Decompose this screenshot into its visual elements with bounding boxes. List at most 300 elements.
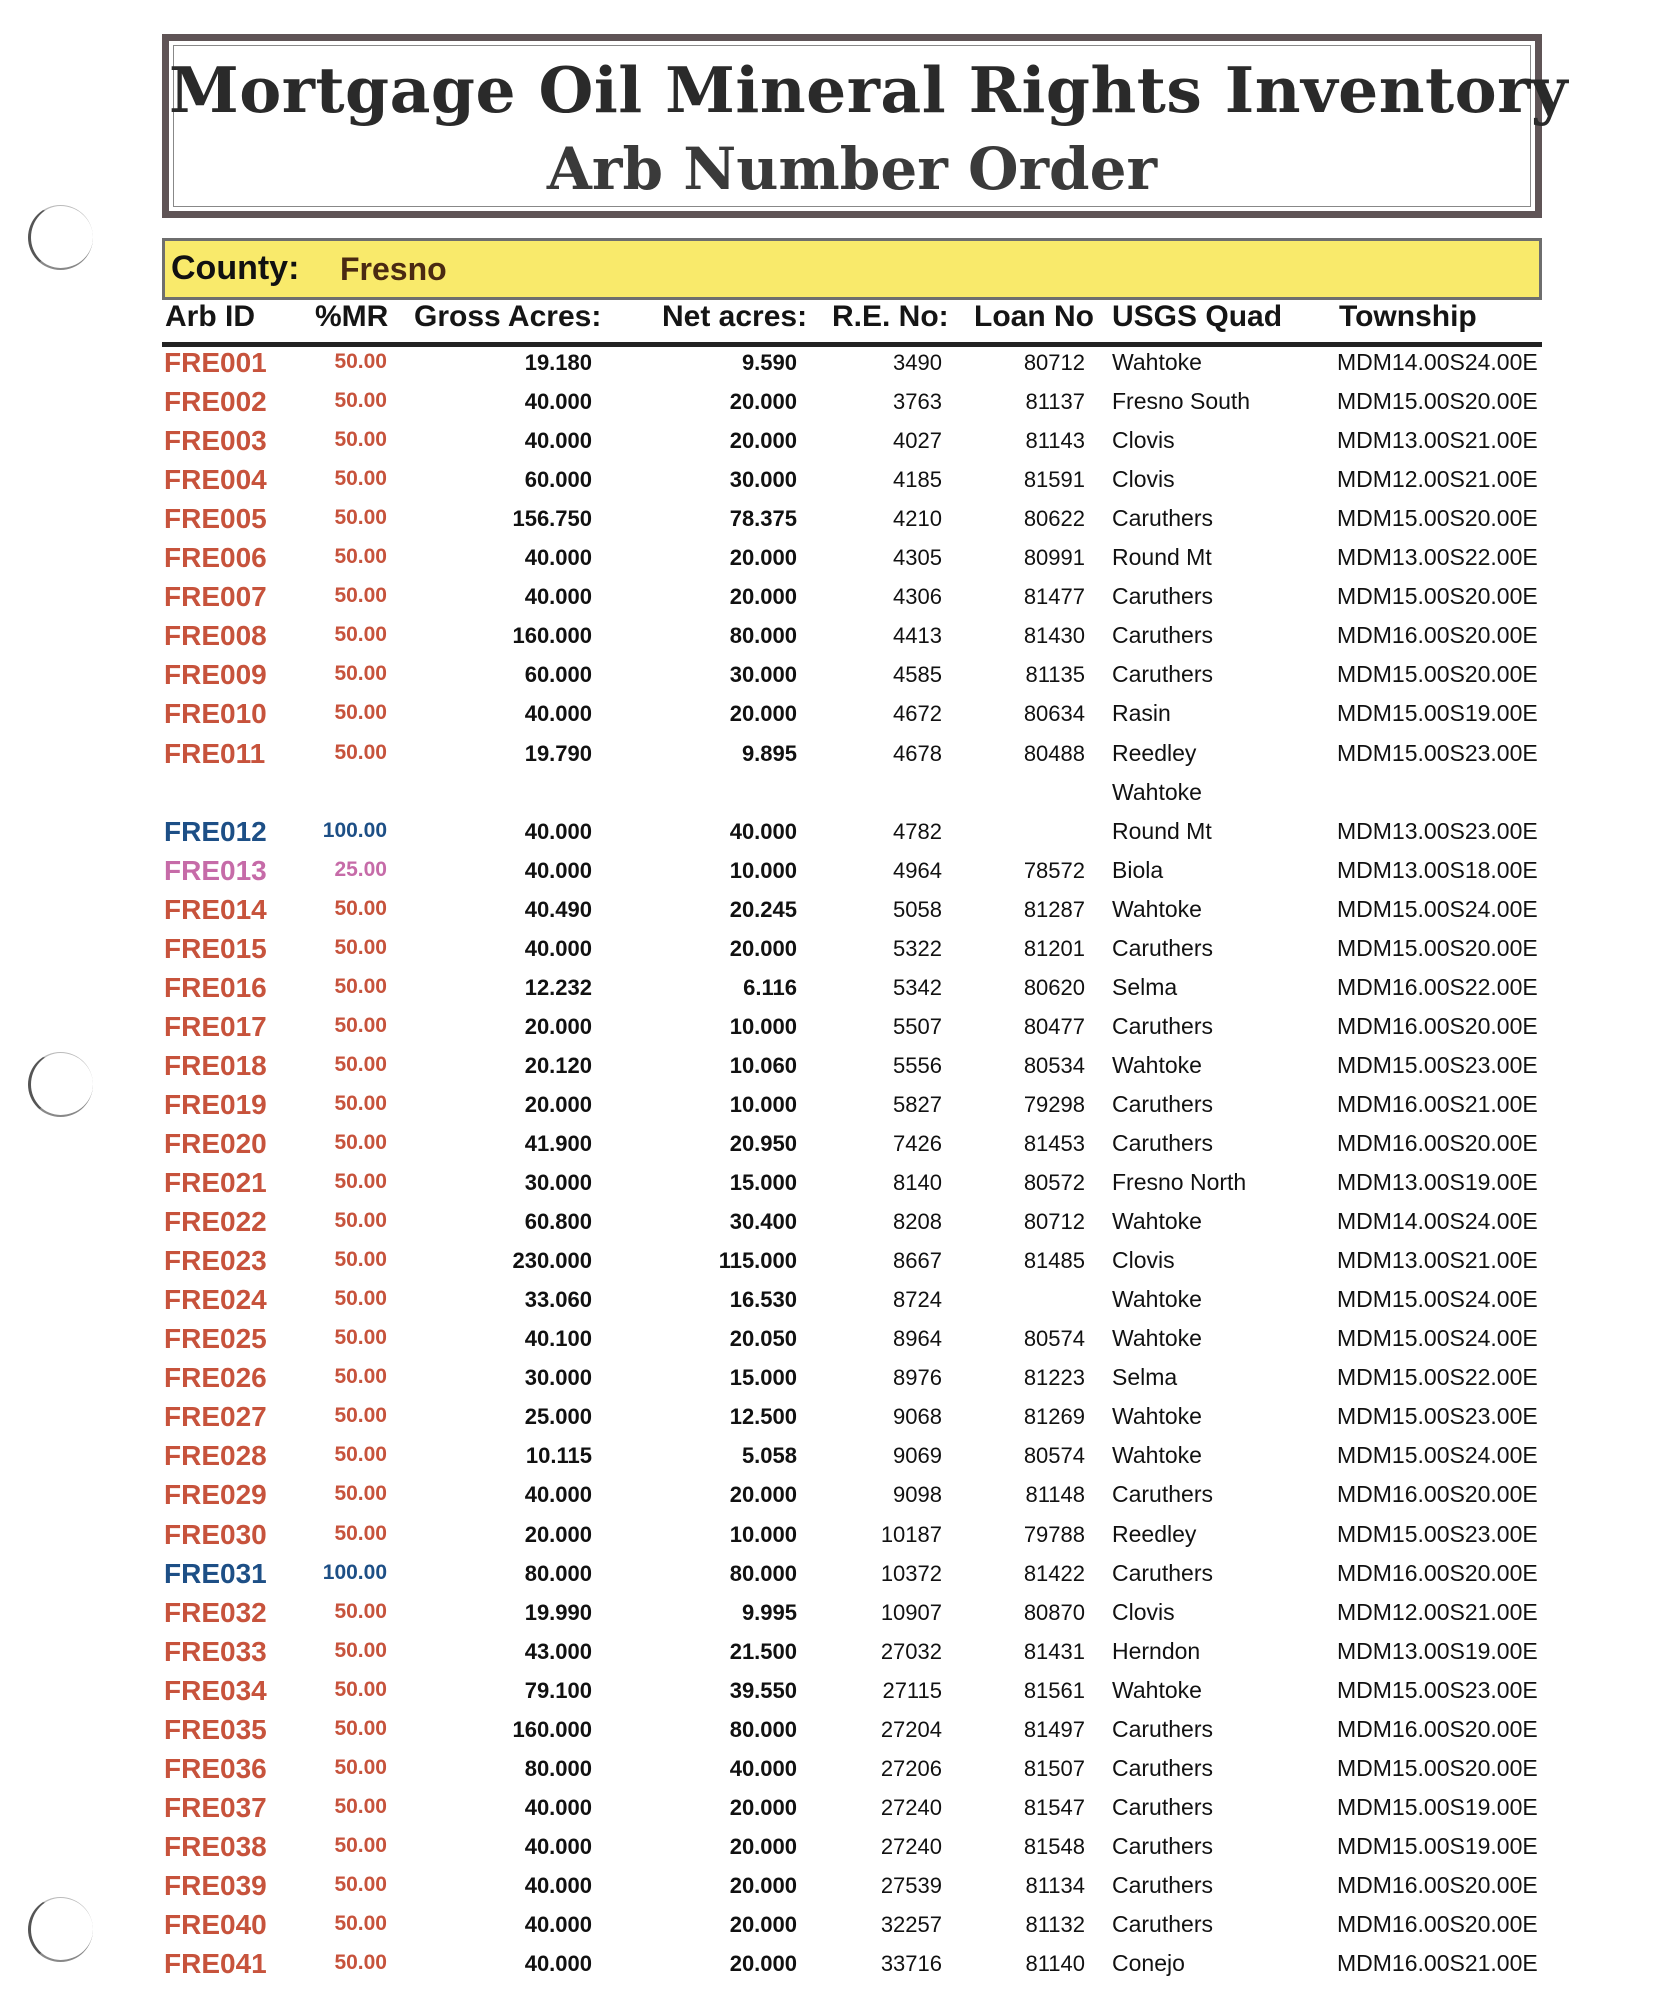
header-township: Township bbox=[1339, 300, 1477, 333]
table-row bbox=[0, 855, 1664, 894]
gross-acres-cell: 43.000 bbox=[524, 1638, 592, 1664]
header-gross-acres: Gross Acres: bbox=[414, 300, 602, 333]
arb-id-cell: FRE024 bbox=[164, 1284, 267, 1316]
table-row bbox=[0, 894, 1664, 933]
usgs-quad-cell: Rasin bbox=[1112, 700, 1171, 727]
table-row bbox=[0, 1519, 1664, 1558]
table-row bbox=[0, 1909, 1664, 1948]
gross-acres-cell: 40.000 bbox=[524, 701, 592, 727]
usgs-quad-cell: Caruthers bbox=[1112, 1481, 1213, 1508]
usgs-quad-cell: Wahtoke bbox=[1112, 1442, 1202, 1469]
re-no-cell: 4678 bbox=[893, 740, 942, 766]
net-acres-cell: 20.000 bbox=[729, 545, 797, 571]
arb-id-cell: FRE028 bbox=[164, 1440, 267, 1472]
net-acres-cell: 15.000 bbox=[729, 1170, 797, 1196]
mr-cell: 50.00 bbox=[334, 350, 387, 373]
re-no-cell: 4413 bbox=[893, 623, 942, 649]
table-row bbox=[0, 698, 1664, 737]
re-no-cell: 33716 bbox=[880, 1951, 942, 1977]
re-no-cell: 27240 bbox=[880, 1794, 942, 1820]
table-row bbox=[0, 1948, 1664, 1987]
net-acres-cell: 40.000 bbox=[729, 1755, 797, 1781]
usgs-quad-cell: Caruthers bbox=[1112, 1559, 1213, 1586]
arb-id-cell: FRE036 bbox=[164, 1752, 267, 1784]
gross-acres-cell: 12.232 bbox=[524, 974, 592, 1000]
net-acres-cell: 16.530 bbox=[729, 1287, 797, 1313]
net-acres-cell: 10.000 bbox=[729, 1521, 797, 1547]
township-cell: MDM13.00S21.00E bbox=[1337, 1247, 1538, 1274]
usgs-quad-cell: Wahtoke bbox=[1112, 1208, 1202, 1235]
table-row bbox=[0, 1401, 1664, 1440]
loan-no-cell: 81497 bbox=[1023, 1716, 1085, 1742]
gross-acres-cell: 160.000 bbox=[512, 1716, 592, 1742]
table-row bbox=[0, 542, 1664, 581]
usgs-quad-cell: Caruthers bbox=[1112, 1911, 1213, 1937]
net-acres-cell: 30.000 bbox=[729, 467, 797, 493]
re-no-cell: 4185 bbox=[893, 467, 942, 493]
mr-cell: 50.00 bbox=[334, 1209, 387, 1233]
table-row bbox=[0, 464, 1664, 503]
township-cell: MDM15.00S23.00E bbox=[1337, 739, 1538, 766]
mr-cell: 50.00 bbox=[334, 1638, 387, 1662]
table-row bbox=[0, 581, 1664, 620]
table-row bbox=[0, 386, 1664, 425]
net-acres-cell: 15.000 bbox=[729, 1365, 797, 1391]
usgs-quad-cell: Caruthers bbox=[1112, 1754, 1213, 1781]
mr-cell: 50.00 bbox=[334, 506, 387, 530]
re-no-cell: 27539 bbox=[880, 1872, 942, 1898]
gross-acres-cell: 79.100 bbox=[524, 1677, 592, 1703]
usgs-quad-cell: Clovis bbox=[1112, 1598, 1175, 1625]
mr-cell: 50.00 bbox=[334, 1170, 387, 1194]
net-acres-cell: 20.000 bbox=[729, 1482, 797, 1508]
net-acres-cell: 9.590 bbox=[741, 350, 797, 375]
usgs-quad-cell: Caruthers bbox=[1112, 622, 1213, 649]
table-row bbox=[0, 1206, 1664, 1245]
arb-id-cell: FRE008 bbox=[164, 620, 267, 652]
gross-acres-cell: 20.000 bbox=[524, 1013, 592, 1039]
township-cell: MDM16.00S20.00E bbox=[1337, 1911, 1538, 1937]
mr-cell: 50.00 bbox=[334, 1326, 387, 1350]
re-no-cell: 10907 bbox=[880, 1599, 942, 1625]
mr-cell: 50.00 bbox=[334, 1872, 387, 1896]
township-cell: MDM12.00S21.00E bbox=[1337, 1598, 1538, 1625]
net-acres-cell: 10.000 bbox=[729, 857, 797, 883]
re-no-cell: 9098 bbox=[893, 1482, 942, 1508]
loan-no-cell: 81223 bbox=[1023, 1365, 1085, 1391]
usgs-quad-cell: Wahtoke bbox=[1112, 895, 1202, 922]
arb-id-cell: FRE002 bbox=[164, 386, 267, 418]
loan-no-cell: 81507 bbox=[1023, 1755, 1085, 1781]
township-cell: MDM13.00S19.00E bbox=[1337, 1637, 1538, 1664]
loan-no-cell: 81548 bbox=[1023, 1833, 1085, 1859]
table-row bbox=[0, 1558, 1664, 1597]
re-no-cell: 27206 bbox=[880, 1755, 942, 1781]
usgs-quad-cell: Caruthers bbox=[1112, 661, 1213, 688]
arb-id-cell: FRE014 bbox=[164, 893, 267, 925]
loan-no-cell: 81269 bbox=[1023, 1404, 1085, 1430]
usgs-quad-cell: Fresno South bbox=[1112, 388, 1251, 415]
mr-cell: 50.00 bbox=[334, 740, 387, 764]
table-row bbox=[0, 972, 1664, 1011]
usgs-quad-cell: Clovis bbox=[1112, 466, 1175, 493]
mr-cell: 50.00 bbox=[334, 662, 387, 686]
arb-id-cell: FRE012 bbox=[164, 815, 267, 847]
mr-cell: 100.00 bbox=[322, 818, 387, 842]
net-acres-cell: 9.895 bbox=[741, 740, 797, 766]
re-no-cell: 10372 bbox=[880, 1560, 942, 1586]
net-acres-cell: 78.375 bbox=[729, 506, 797, 532]
loan-no-cell: 80991 bbox=[1023, 545, 1085, 571]
gross-acres-cell: 40.100 bbox=[524, 1326, 592, 1352]
usgs-quad-cell: Caruthers bbox=[1112, 1832, 1213, 1859]
usgs-quad-cell: Reedley bbox=[1112, 739, 1197, 766]
table-row bbox=[0, 1323, 1664, 1362]
re-no-cell: 3490 bbox=[893, 350, 942, 375]
net-acres-cell: 20.000 bbox=[729, 1833, 797, 1859]
gross-acres-cell: 40.000 bbox=[524, 389, 592, 415]
county-label: County: bbox=[171, 249, 300, 287]
gross-acres-cell: 41.900 bbox=[524, 1131, 592, 1156]
arb-id-cell: FRE017 bbox=[164, 1010, 267, 1042]
table-row bbox=[0, 933, 1664, 972]
re-no-cell: 9069 bbox=[893, 1443, 942, 1469]
township-cell: MDM16.00S20.00E bbox=[1337, 1481, 1538, 1508]
header-loan-no: Loan No bbox=[974, 300, 1094, 333]
table-row bbox=[0, 1597, 1664, 1636]
gross-acres-cell: 230.000 bbox=[512, 1248, 592, 1274]
net-acres-cell: 30.400 bbox=[729, 1209, 797, 1235]
township-cell: MDM16.00S20.00E bbox=[1337, 1715, 1538, 1742]
gross-acres-cell: 40.000 bbox=[524, 818, 592, 844]
net-acres-cell: 21.500 bbox=[729, 1638, 797, 1664]
gross-acres-cell: 40.000 bbox=[524, 1912, 592, 1937]
header-mr: %MR bbox=[315, 300, 389, 333]
net-acres-cell: 80.000 bbox=[729, 1716, 797, 1742]
usgs-quad-cell: Conejo bbox=[1112, 1950, 1185, 1977]
arb-id-cell: FRE030 bbox=[164, 1518, 267, 1550]
township-cell: MDM13.00S22.00E bbox=[1337, 544, 1538, 571]
net-acres-cell: 12.500 bbox=[729, 1404, 797, 1430]
township-cell: MDM13.00S18.00E bbox=[1337, 856, 1538, 883]
arb-id-cell: FRE041 bbox=[164, 1948, 267, 1980]
header-re-no: R.E. No: bbox=[832, 300, 949, 333]
gross-acres-cell: 40.000 bbox=[524, 1794, 592, 1820]
table-row bbox=[0, 1284, 1664, 1323]
gross-acres-cell: 60.800 bbox=[524, 1209, 592, 1235]
net-acres-cell: 20.000 bbox=[729, 1951, 797, 1977]
loan-no-cell: 78572 bbox=[1023, 857, 1085, 883]
loan-no-cell: 81591 bbox=[1023, 467, 1085, 493]
arb-id-cell: FRE031 bbox=[164, 1557, 267, 1589]
net-acres-cell: 30.000 bbox=[729, 662, 797, 688]
arb-id-cell: FRE027 bbox=[164, 1401, 267, 1433]
document-title: Mortgage Oil Mineral Rights Inventory bbox=[169, 53, 1568, 127]
loan-no-cell: 80574 bbox=[1023, 1443, 1085, 1469]
table-row bbox=[0, 1089, 1664, 1128]
net-acres-cell: 80.000 bbox=[729, 1560, 797, 1586]
net-acres-cell: 10.000 bbox=[729, 1013, 797, 1039]
mr-cell: 50.00 bbox=[334, 1521, 387, 1545]
gross-acres-cell: 40.000 bbox=[524, 1951, 592, 1977]
re-no-cell: 27115 bbox=[882, 1677, 942, 1703]
arb-id-cell: FRE032 bbox=[164, 1596, 267, 1628]
net-acres-cell: 6.116 bbox=[743, 974, 797, 1000]
re-no-cell: 8724 bbox=[893, 1287, 942, 1313]
township-cell: MDM12.00S21.00E bbox=[1337, 466, 1538, 493]
loan-no-cell: 81422 bbox=[1023, 1560, 1085, 1586]
gross-acres-cell: 33.060 bbox=[524, 1287, 592, 1313]
mr-cell: 50.00 bbox=[334, 467, 387, 491]
mr-cell: 50.00 bbox=[334, 1052, 387, 1076]
header-net-acres: Net acres: bbox=[662, 300, 808, 333]
mr-cell: 50.00 bbox=[334, 1365, 387, 1389]
loan-no-cell: 80870 bbox=[1023, 1599, 1085, 1625]
gross-acres-cell: 25.000 bbox=[524, 1404, 592, 1430]
arb-id-cell: FRE015 bbox=[164, 932, 267, 964]
township-cell: MDM15.00S20.00E bbox=[1337, 1754, 1538, 1781]
township-cell: MDM15.00S20.00E bbox=[1337, 661, 1538, 688]
usgs-quad-cell: Caruthers bbox=[1112, 1012, 1213, 1039]
arb-id-cell: FRE006 bbox=[164, 542, 267, 574]
table-row bbox=[0, 816, 1664, 855]
mr-cell: 50.00 bbox=[334, 584, 387, 608]
usgs-quad-cell: Wahtoke bbox=[1112, 1676, 1202, 1703]
re-no-cell: 8140 bbox=[893, 1170, 942, 1196]
mr-cell: 50.00 bbox=[334, 896, 387, 920]
arb-id-cell: FRE003 bbox=[164, 425, 267, 457]
township-cell: MDM16.00S22.00E bbox=[1337, 973, 1538, 1000]
net-acres-cell: 20.245 bbox=[729, 896, 797, 922]
gross-acres-cell: 40.000 bbox=[524, 935, 592, 961]
net-acres-cell: 20.000 bbox=[729, 935, 797, 961]
township-cell: MDM15.00S24.00E bbox=[1337, 1286, 1538, 1313]
usgs-quad-cell: Wahtoke bbox=[1112, 1051, 1202, 1078]
re-no-cell: 27032 bbox=[880, 1638, 942, 1664]
arb-id-cell: FRE034 bbox=[164, 1674, 267, 1706]
township-cell: MDM15.00S20.00E bbox=[1337, 505, 1538, 532]
mr-cell: 50.00 bbox=[334, 1599, 387, 1623]
township-cell: MDM15.00S20.00E bbox=[1337, 388, 1538, 415]
loan-no-cell: 81547 bbox=[1023, 1794, 1085, 1820]
township-cell: MDM15.00S20.00E bbox=[1337, 934, 1538, 961]
arb-id-cell: FRE001 bbox=[164, 347, 267, 378]
net-acres-cell: 20.000 bbox=[729, 701, 797, 727]
table-row bbox=[0, 425, 1664, 464]
arb-id-cell: FRE010 bbox=[164, 698, 267, 730]
usgs-quad-cell: Herndon bbox=[1112, 1637, 1201, 1664]
usgs-quad-cell: Biola bbox=[1112, 856, 1164, 883]
net-acres-cell: 20.050 bbox=[729, 1326, 797, 1352]
table-row bbox=[0, 1831, 1664, 1870]
re-no-cell: 4782 bbox=[893, 818, 942, 844]
table-row bbox=[0, 1636, 1664, 1675]
loan-no-cell: 80620 bbox=[1023, 974, 1085, 1000]
mr-cell: 50.00 bbox=[334, 1833, 387, 1857]
table-row bbox=[0, 1167, 1664, 1206]
loan-no-cell: 80622 bbox=[1023, 506, 1085, 532]
arb-id-cell: FRE022 bbox=[164, 1206, 267, 1238]
gross-acres-cell: 19.990 bbox=[524, 1599, 592, 1625]
township-cell: MDM16.00S21.00E bbox=[1337, 1090, 1538, 1117]
usgs-quad-cell: Wahtoke bbox=[1112, 1325, 1202, 1352]
usgs-quad-cell: Caruthers bbox=[1112, 583, 1213, 610]
re-no-cell: 8964 bbox=[893, 1326, 942, 1352]
arb-id-cell: FRE018 bbox=[164, 1049, 267, 1081]
re-no-cell: 5556 bbox=[893, 1052, 942, 1078]
re-no-cell: 27240 bbox=[880, 1833, 942, 1859]
re-no-cell: 7426 bbox=[893, 1131, 942, 1156]
mr-cell: 50.00 bbox=[334, 1794, 387, 1818]
gross-acres-cell: 40.000 bbox=[524, 584, 592, 610]
arb-id-cell: FRE033 bbox=[164, 1635, 267, 1667]
net-acres-cell: 9.995 bbox=[741, 1599, 797, 1625]
usgs-quad-cell: Wahtoke bbox=[1112, 349, 1202, 375]
loan-no-cell: 80712 bbox=[1023, 350, 1085, 375]
mr-cell: 50.00 bbox=[334, 1716, 387, 1740]
usgs-quad-cell: Round Mt bbox=[1112, 544, 1212, 571]
township-cell: MDM16.00S20.00E bbox=[1337, 1871, 1538, 1898]
net-acres-cell: 115.000 bbox=[718, 1248, 797, 1274]
township-cell: MDM13.00S23.00E bbox=[1337, 817, 1538, 844]
loan-no-cell: 81148 bbox=[1025, 1482, 1085, 1508]
gross-acres-cell: 80.000 bbox=[524, 1560, 592, 1586]
loan-no-cell: 81132 bbox=[1025, 1912, 1085, 1937]
usgs-quad-cell: Caruthers bbox=[1112, 1715, 1213, 1742]
table-row bbox=[0, 659, 1664, 698]
loan-no-cell: 80534 bbox=[1023, 1052, 1085, 1078]
table-row bbox=[0, 1362, 1664, 1401]
gross-acres-cell: 40.000 bbox=[524, 857, 592, 883]
gross-acres-cell: 80.000 bbox=[524, 1755, 592, 1781]
gross-acres-cell: 40.000 bbox=[524, 1872, 592, 1898]
usgs-quad-cell: Round Mt bbox=[1112, 817, 1212, 844]
township-cell: MDM13.00S19.00E bbox=[1337, 1169, 1538, 1196]
usgs-quad-cell: Caruthers bbox=[1112, 1793, 1213, 1820]
table-row bbox=[0, 503, 1664, 542]
table-row bbox=[0, 1128, 1664, 1167]
mr-cell: 50.00 bbox=[334, 1677, 387, 1701]
re-no-cell: 4672 bbox=[893, 701, 942, 727]
arb-id-cell: FRE038 bbox=[164, 1830, 267, 1862]
loan-no-cell: 81431 bbox=[1023, 1638, 1085, 1664]
gross-acres-cell: 40.000 bbox=[524, 1482, 592, 1508]
township-cell: MDM16.00S20.00E bbox=[1337, 1559, 1538, 1586]
gross-acres-cell: 160.000 bbox=[512, 623, 592, 649]
township-cell: MDM16.00S21.00E bbox=[1337, 1950, 1538, 1977]
usgs-quad-cell: Caruthers bbox=[1112, 505, 1213, 532]
gross-acres-cell: 40.000 bbox=[524, 545, 592, 571]
table-row bbox=[0, 1675, 1664, 1714]
loan-no-cell: 80488 bbox=[1023, 740, 1085, 766]
net-acres-cell: 20.000 bbox=[729, 1872, 797, 1898]
usgs-quad-cell: Caruthers bbox=[1112, 1130, 1213, 1156]
re-no-cell: 8976 bbox=[893, 1365, 942, 1391]
mr-cell: 50.00 bbox=[334, 1091, 387, 1115]
net-acres-cell: 20.000 bbox=[729, 584, 797, 610]
usgs-quad-cell: Caruthers bbox=[1112, 1871, 1213, 1898]
gross-acres-cell: 20.000 bbox=[524, 1521, 592, 1547]
arb-id-cell: FRE004 bbox=[164, 464, 267, 496]
loan-no-cell: 80634 bbox=[1023, 701, 1085, 727]
mr-cell: 50.00 bbox=[334, 623, 387, 647]
loan-no-cell: 81287 bbox=[1023, 896, 1085, 922]
township-cell: MDM16.00S20.00E bbox=[1337, 1012, 1538, 1039]
re-no-cell: 4305 bbox=[893, 545, 942, 571]
re-no-cell: 5322 bbox=[893, 935, 942, 961]
township-cell: MDM15.00S19.00E bbox=[1337, 700, 1538, 727]
mr-cell: 50.00 bbox=[334, 428, 387, 452]
township-cell: MDM15.00S23.00E bbox=[1337, 1676, 1538, 1703]
re-no-cell: 9068 bbox=[893, 1404, 942, 1430]
table-row bbox=[0, 620, 1664, 659]
net-acres-cell: 20.000 bbox=[729, 389, 797, 415]
arb-id-cell: FRE029 bbox=[164, 1479, 267, 1511]
table-row bbox=[0, 1050, 1664, 1089]
net-acres-cell: 40.000 bbox=[729, 818, 797, 844]
re-no-cell: 4964 bbox=[893, 857, 942, 883]
arb-id-cell: FRE007 bbox=[164, 581, 267, 613]
arb-id-cell: FRE037 bbox=[164, 1791, 267, 1823]
arb-id-cell: FRE021 bbox=[164, 1167, 267, 1199]
mr-cell: 50.00 bbox=[334, 1912, 387, 1935]
header-arb-id: Arb ID bbox=[165, 300, 255, 333]
net-acres-cell: 20.000 bbox=[729, 428, 797, 454]
loan-no-cell: 81201 bbox=[1023, 935, 1085, 961]
net-acres-cell: 20.000 bbox=[729, 1794, 797, 1820]
gross-acres-cell: 19.180 bbox=[524, 350, 592, 375]
arb-id-cell: FRE019 bbox=[164, 1088, 267, 1120]
township-cell: MDM15.00S19.00E bbox=[1337, 1832, 1538, 1859]
county-value: Fresno bbox=[340, 251, 447, 287]
net-acres-cell: 10.060 bbox=[729, 1052, 797, 1078]
table-row bbox=[0, 1714, 1664, 1753]
township-cell: MDM15.00S23.00E bbox=[1337, 1520, 1538, 1547]
usgs-quad-cell: Reedley bbox=[1112, 1520, 1197, 1547]
mr-cell: 50.00 bbox=[334, 1287, 387, 1311]
mr-cell: 50.00 bbox=[334, 1951, 387, 1975]
usgs-quad-cell: Caruthers bbox=[1112, 934, 1213, 961]
re-no-cell: 5507 bbox=[893, 1013, 942, 1039]
net-acres-cell: 20.950 bbox=[729, 1131, 797, 1156]
township-cell: MDM15.00S19.00E bbox=[1337, 1793, 1538, 1820]
township-cell: MDM15.00S24.00E bbox=[1337, 895, 1538, 922]
re-no-cell: 4027 bbox=[893, 428, 942, 454]
arb-id-cell: FRE040 bbox=[164, 1909, 267, 1940]
loan-no-cell: 81485 bbox=[1023, 1248, 1085, 1274]
gross-acres-cell: 40.000 bbox=[524, 1833, 592, 1859]
usgs-quad-cell: Fresno North bbox=[1112, 1169, 1247, 1196]
re-no-cell: 10187 bbox=[880, 1521, 942, 1547]
loan-no-cell: 81137 bbox=[1025, 389, 1085, 415]
mr-cell: 50.00 bbox=[334, 1404, 387, 1428]
arb-id-cell: FRE026 bbox=[164, 1362, 267, 1394]
mr-cell: 50.00 bbox=[334, 1755, 387, 1779]
arb-id-cell: FRE023 bbox=[164, 1245, 267, 1277]
township-cell: MDM15.00S24.00E bbox=[1337, 1442, 1538, 1469]
header-usgs-quad: USGS Quad bbox=[1112, 300, 1283, 333]
mr-cell: 50.00 bbox=[334, 389, 387, 413]
loan-no-cell: 81430 bbox=[1023, 623, 1085, 649]
gross-acres-cell: 40.000 bbox=[524, 428, 592, 454]
re-no-cell: 8667 bbox=[893, 1248, 942, 1274]
loan-no-cell: 81135 bbox=[1025, 662, 1085, 688]
table-row bbox=[0, 1753, 1664, 1792]
township-cell: MDM13.00S21.00E bbox=[1337, 427, 1538, 454]
usgs-quad-cell: Wahtoke bbox=[1112, 1403, 1202, 1430]
mr-cell: 50.00 bbox=[334, 935, 387, 959]
mr-cell: 50.00 bbox=[334, 545, 387, 569]
